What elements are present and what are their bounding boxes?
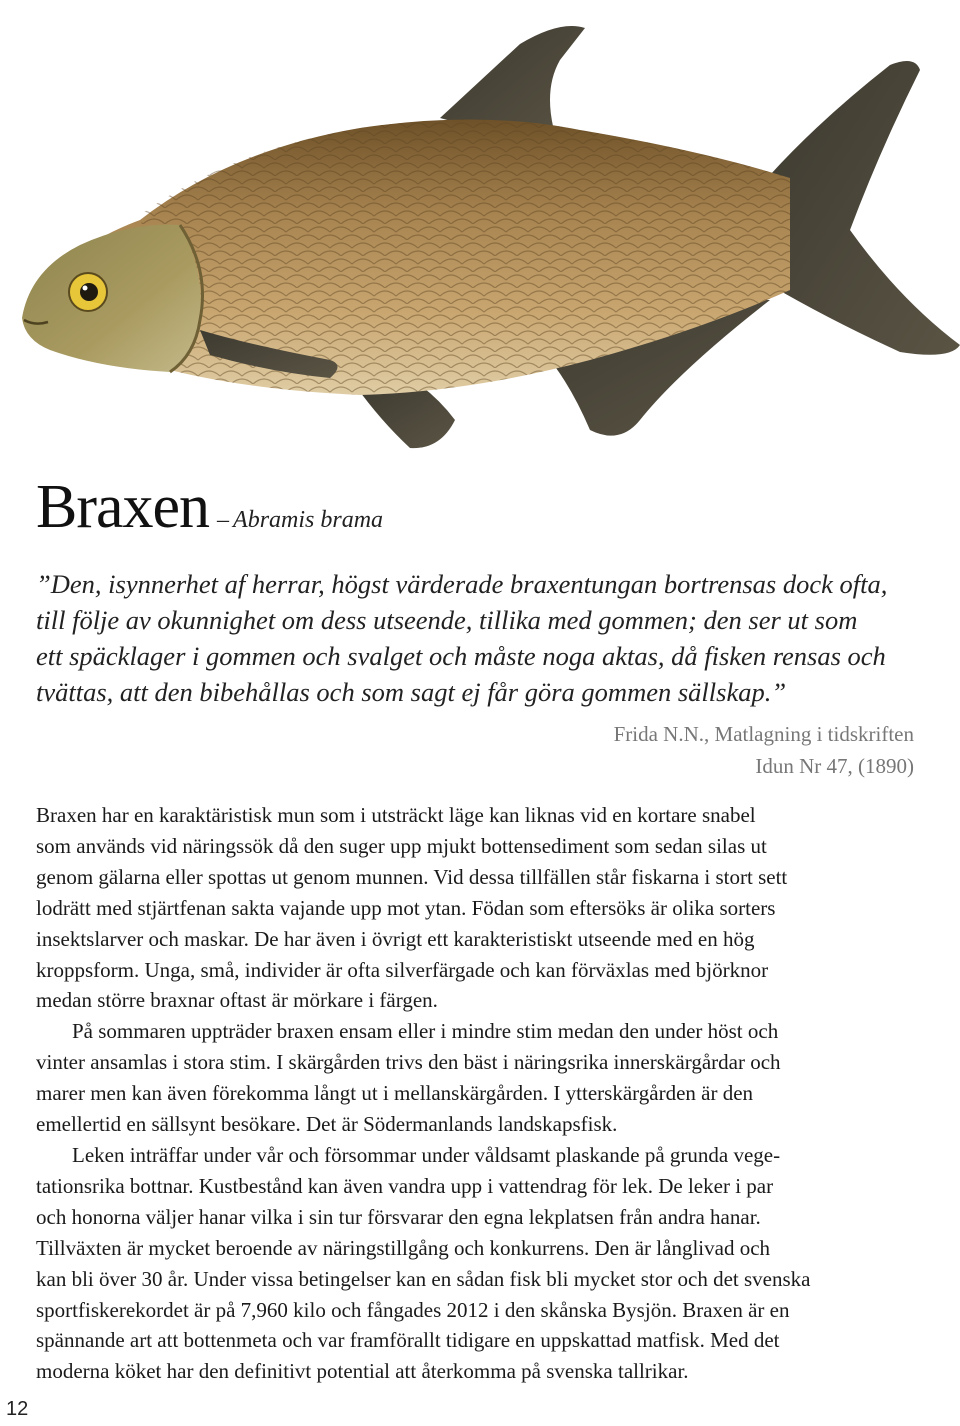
text-line: som används vid näringssök då den suger upp mjukt bottensediment som sedan silas ut: [36, 833, 767, 858]
text-line: tationsrika bottnar. Kustbestånd kan även vandra upp i vattendrag för lek. De leker i par: [36, 1173, 774, 1198]
paragraph: [36, 1140, 926, 1387]
text-line: sportfiskerekordet är på 7,960 kilo och fångades 2012 i den skånska Bysjön. Braxen är en: [36, 1297, 790, 1322]
text-line: spännande art att bottenmeta och var framförallt tidigare en uppskattad matfisk. Med det: [36, 1328, 780, 1353]
tail-fin: [770, 61, 960, 355]
text-line: moderna köket har den definitivt potential att återkomma på svenska tallrikar.: [36, 1359, 689, 1384]
quote-attribution: [614, 718, 914, 782]
quote-line: tvättas, att den bibehållas och som sagt ej får göra gommen sällskap.”: [36, 677, 787, 707]
historical-quote: [36, 566, 916, 710]
body-text: [36, 800, 926, 1387]
text-line: kroppsform. Unga, små, individer är ofta silverfärgade och kan förväxlas med björknor: [36, 957, 769, 982]
fish-illustration: [0, 0, 960, 460]
text-line: och honorna väljer hanar vilka i sin tur försvarar den egna lekplatsen från andra hanar.: [36, 1204, 761, 1229]
text-line: emellertid en sällsynt besökare. Det är Södermanlands landskapsfisk.: [36, 1112, 618, 1137]
text-line: På sommaren uppträder braxen ensam eller i mindre stim medan den under höst och: [72, 1019, 779, 1044]
attribution-line: Frida N.N., Matlagning i tidskriften: [613, 722, 914, 746]
text-line: marer men kan även förekomma långt ut i mellanskärgården. I ytterskärgården är den: [36, 1081, 754, 1106]
text-line: vinter ansamlas i stora stim. I skärgården trivs den bäst i näringsrika innerskärgårdar och: [36, 1050, 781, 1075]
title-common-name: Braxen: [36, 473, 210, 541]
text-line: Braxen har en karaktäristisk mun som i utsträckt läge kan liknas vid en kortare snabel: [36, 803, 756, 827]
quote-line: ”Den, isynnerhet af herrar, högst värderade braxentungan bortrensas dock ofta,: [36, 569, 888, 599]
title-latin-name: Abramis brama: [233, 507, 384, 533]
text-line: Leken inträffar under vår och försommar under våldsamt plaskande på grunda vege-: [72, 1142, 781, 1167]
text-line: kan bli över 30 år. Under vissa betingelser kan en sådan fisk bli mycket stor och det svenska: [36, 1266, 811, 1291]
text-line: medan större braxnar oftast är mörkare i färgen.: [36, 988, 438, 1013]
text-line: genom gälarna eller spottas ut genom munnen. Vid dessa tillfällen står fiskarna i stort sett: [36, 864, 788, 889]
quote-line: till följe av okunnighet om dess utseende, tillika med gommen; den ser ut som: [36, 605, 858, 635]
title-separator: –: [217, 507, 230, 533]
paragraph: [36, 800, 926, 1016]
text-line: insektslarver och maskar. De har även i övrigt ett karakteristiskt utseende med en hög: [36, 926, 755, 951]
page-number: 12: [6, 1398, 29, 1420]
paragraph: [36, 1016, 926, 1140]
fish-head: [22, 225, 201, 372]
attribution-line: Idun Nr 47, (1890): [755, 754, 914, 778]
quote-line: ett späcklager i gommen och svalget och måste noga aktas, då fisken rensas och: [36, 641, 886, 671]
page-title: [36, 472, 383, 543]
text-line: lodrätt med stjärtfenan sakta vajande upp mot ytan. Födan som eftersöks är olika sorters: [36, 895, 776, 920]
text-line: Tillväxten är mycket beroende av näringstillgång och konkurrens. Den är långlivad och: [36, 1235, 771, 1260]
